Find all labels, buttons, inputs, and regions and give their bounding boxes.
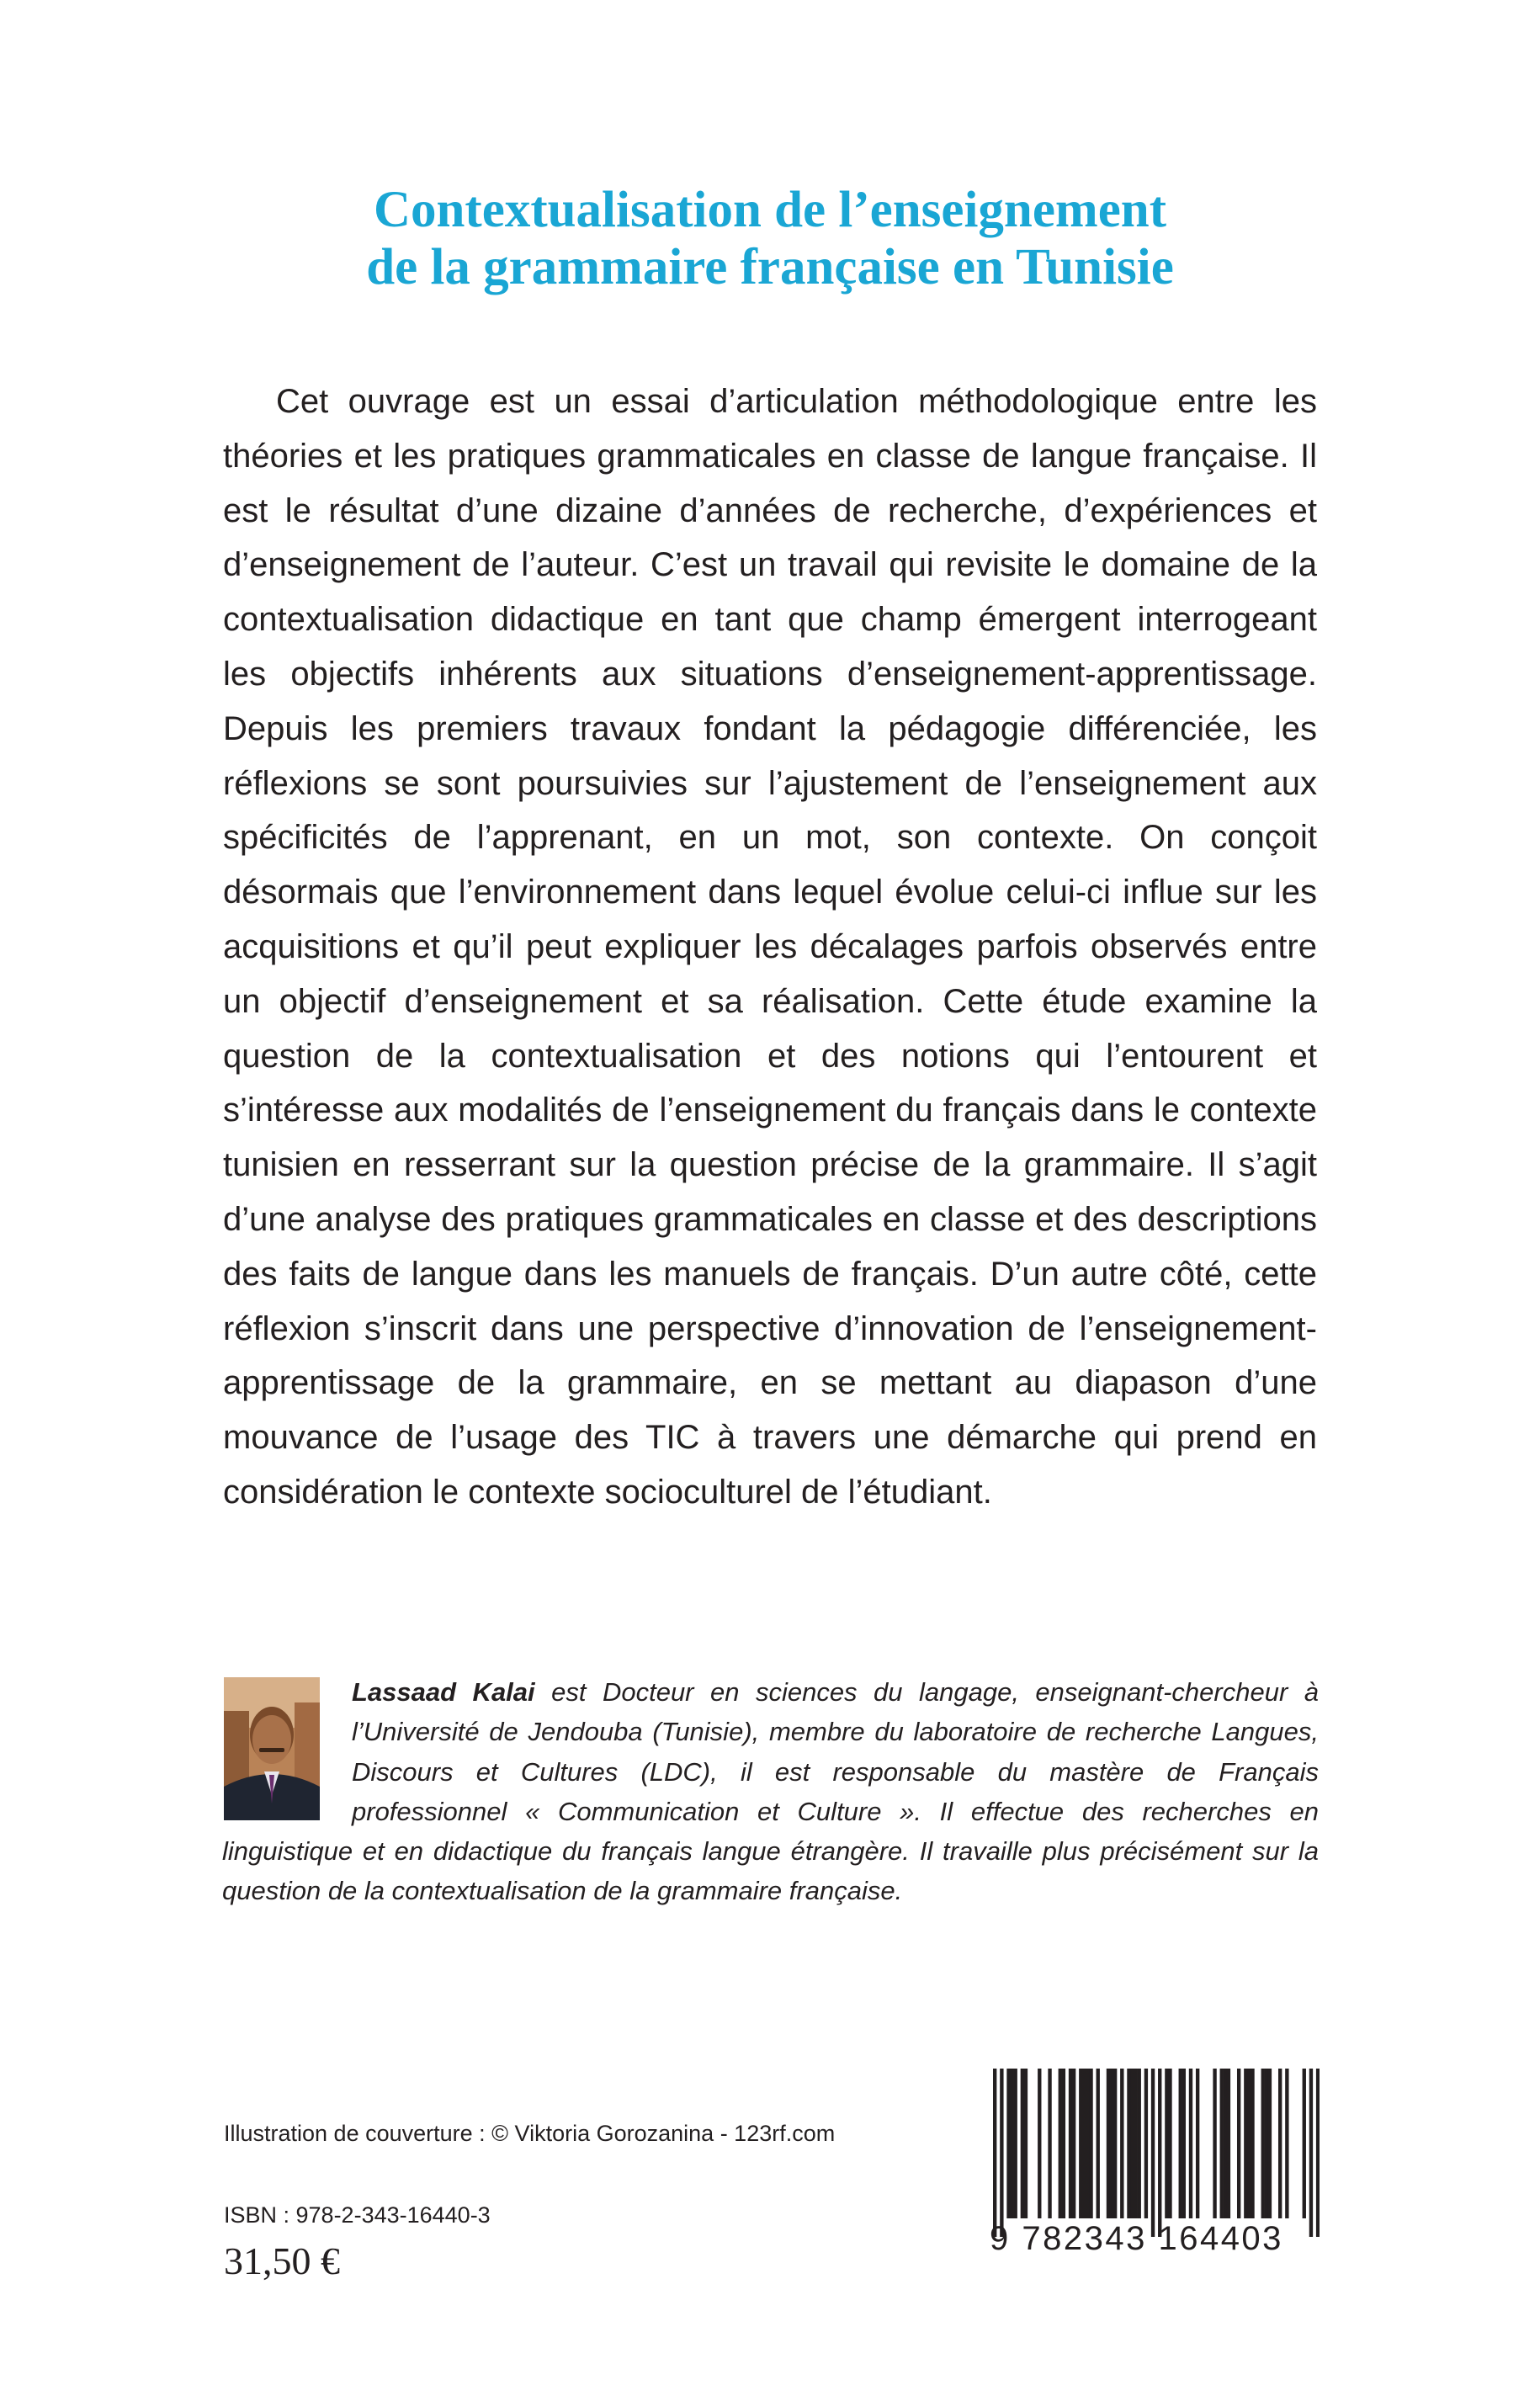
author-bio [222, 1672, 1319, 1911]
isbn: ISBN : 978-2-343-16440-3 [224, 2202, 491, 2228]
title-line-1: Contextualisation de l’enseignement [373, 181, 1167, 238]
barcode-icon [993, 2069, 1320, 2237]
summary-paragraph [223, 374, 1317, 1520]
book-title [135, 182, 1405, 296]
price: 31,50 € [224, 2239, 340, 2282]
cover-credit: Illustration de couverture : © Viktoria Gorozanina - 123rf.com [224, 2121, 836, 2146]
summary-text: Cet ouvrage est un essai d’articulation méthodologique entre les théories et les pratiques grammaticales en classe de langue française. Il est le résultat d’une dizaine d’années de recherche, d’expériences et d’enseignement de l’auteur. C’est un travail qui revisite le domaine de la contextualisation didactique en tant que champ émergent interrogeant les objectifs inhérents aux situations d’enseignement-apprentissage. Depuis les premiers travaux fondant la pédagogie différenciée, les réflexions se sont poursuivies sur l’ajustement de l’enseignement aux spécificités de l’apprenant, en un mot, son contexte. On conçoit désormais que l’environnement dans lequel évolue celui-ci influe sur les acquisitions et qu’il peut expliquer les décalages parfois observés entre un objectif d’enseignement et sa réalisation. Cette étude examine la question de la contextualisation et des notions qui l’entourent et s’intéresse aux modalités de l’enseignement du français dans le contexte tunisien en resserrant sur la question précise de la grammaire. Il s’agit d’une analyse des pratiques grammaticales en classe et des descriptions des faits de langue dans les manuels de français. D’un autre côté, cette réflexion s’inscrit dans une perspective d’innovation de l’enseignement-apprentissage de la grammaire, en se mettant au diapason d’une mouvance de l’usage des TIC à travers une démarche qui prend en considération le contexte socioculturel de l’étudiant. [223, 383, 1317, 1511]
photo-spacer [222, 1672, 352, 1825]
author-bio-text: est Docteur en sciences du langage, enseignant-chercheur à l’Université de Jendouba (Tunisie), membre du laboratoire de recherche Langues, Discours et Cultures (LDC), il est responsable du mastère de Français professionnel « Communication et Culture ». Il effectue des recherches en linguistique et en didactique du français langue étrangère. Il travaille plus précisément sur la question de la contextualisation de la grammaire française. [222, 1677, 1319, 1906]
author-name: Lassaad Kalai [352, 1677, 535, 1707]
title-line-2: de la grammaire française en Tunisie [366, 238, 1174, 295]
barcode-digits: 9 782343 164403 [990, 2220, 1283, 2257]
